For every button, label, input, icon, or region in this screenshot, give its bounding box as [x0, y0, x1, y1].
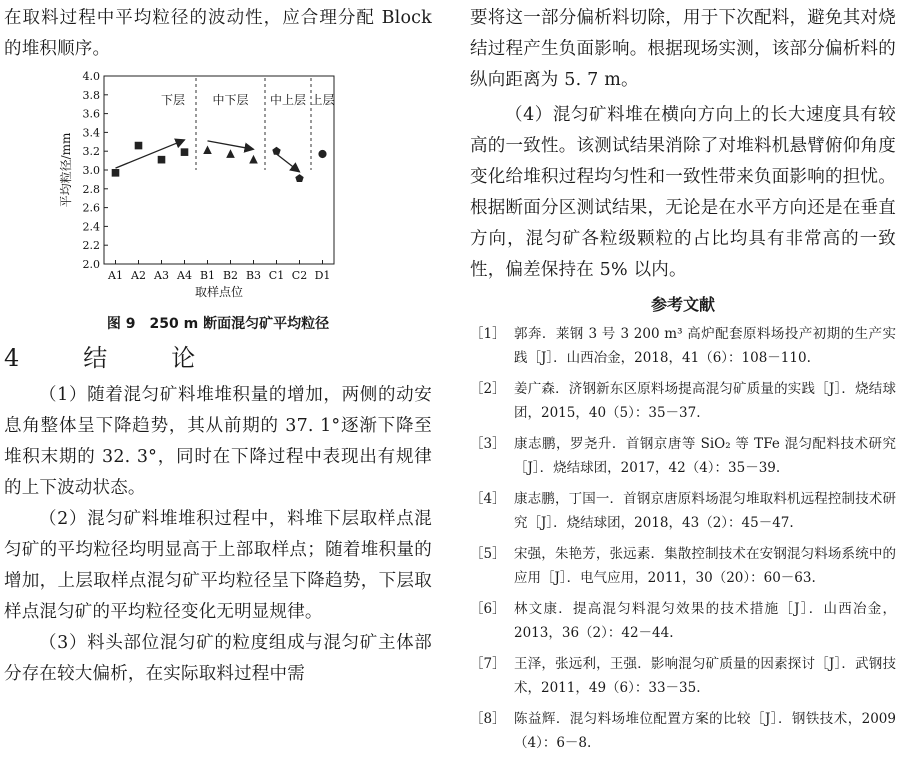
- reference-number: ［7］: [470, 656, 506, 672]
- x-tick-label: B2: [222, 269, 239, 282]
- references-title: 参考文献: [650, 295, 715, 314]
- reference-number: ［4］: [470, 491, 506, 507]
- reference-item: [470, 322, 896, 370]
- y-tick-label: 3.4: [82, 126, 100, 140]
- y-axis-label: 平均粒径/mm: [59, 132, 73, 208]
- reference-text: 陈益辉．混匀料场堆位配置方案的比较［J］．钢铁技术，2009（4）：6－8.: [514, 711, 896, 751]
- data-point-square: [181, 148, 189, 156]
- reference-text: 姜广森．济钢新东区原料场提高混匀矿质量的实践［J］．烧结球团，2015，40（5）：35－37.: [514, 381, 896, 421]
- x-tick-label: B3: [245, 269, 262, 282]
- section-heading-conclusion: 4 结 论: [4, 344, 216, 372]
- particle-size-chart: [54, 68, 354, 310]
- x-tick-label: C2: [291, 269, 308, 282]
- left-column: [4, 0, 432, 690]
- data-point-square: [158, 156, 166, 164]
- y-tick-label: 2.0: [82, 258, 100, 271]
- x-tick-label: A2: [131, 269, 146, 282]
- reference-item: [470, 377, 896, 425]
- group-label: 中上层: [269, 93, 307, 108]
- y-tick-label: 3.6: [82, 107, 100, 121]
- reference-item: [470, 652, 896, 700]
- reference-number: ［3］: [470, 436, 506, 452]
- reference-number: ［8］: [470, 711, 506, 727]
- reference-text: 林文康．提高混匀料混匀效果的技术措施［J］．山西冶金，2013，36（2）：42－44.: [514, 601, 896, 641]
- x-tick-label: B1: [199, 269, 216, 282]
- data-point-triangle: [203, 145, 212, 154]
- y-tick-label: 2.8: [82, 182, 100, 196]
- reference-item: [470, 597, 896, 645]
- data-point-pentagon: [295, 174, 303, 182]
- data-point-square: [135, 142, 143, 150]
- reference-item: [470, 432, 896, 480]
- group-label: 下层: [160, 93, 186, 108]
- reference-number: ［1］: [470, 326, 506, 342]
- conclusion-paragraph-3: （3）料头部位混匀矿的粒度组成与混匀矿主体部分存在较大偏析，在实际取料过程中需: [4, 633, 432, 684]
- trend-arrow: [208, 141, 254, 149]
- reference-item: [470, 487, 896, 535]
- reference-text: 郭奔．莱钢 3 号 3 200 m³ 高炉配套原料场投产初期的生产实践［J］．山西冶金，2018，41（6）：108－110.: [514, 326, 896, 366]
- conclusion-paragraph-1: （1）随着混匀矿料堆堆积量的增加，两侧的动安息角整体呈下降趋势，其从前期的 37. 1°逐渐下降至堆积末期的 32. 3°，同时在下降过程中表现出有规律的上下波动状态。: [4, 385, 432, 498]
- right-column: [470, 0, 896, 762]
- y-tick-label: 3.8: [82, 88, 100, 102]
- intro-paragraph: 在取料过程中平均粒径的波动性，应合理分配 Block 的堆积顺序。: [4, 8, 432, 59]
- x-tick-label: A4: [177, 269, 192, 282]
- y-tick-label: 4.0: [82, 70, 100, 83]
- figure-caption: 图 9 250 m 断面混匀矿平均粒径: [106, 316, 330, 332]
- figure-9: [4, 68, 432, 334]
- reference-number: ［2］: [470, 381, 506, 397]
- group-label: 中下层: [212, 93, 249, 108]
- reference-list: [470, 322, 896, 755]
- trend-arrow: [277, 154, 300, 172]
- data-point-circle: [318, 150, 326, 158]
- y-tick-label: 2.4: [82, 220, 100, 234]
- group-label: 上层: [310, 93, 335, 108]
- reference-text: 王泽，张远利，王强．影响混匀矿质量的因素探讨［J］．武钢技术，2011，49（6）：33－35.: [514, 656, 896, 696]
- reference-number: ［5］: [470, 546, 506, 562]
- reference-text: 宋强，朱艳芳，张远素．集散控制技术在安钢混匀料场系统中的应用［J］．电气应用，2011，30（20）：60－63.: [514, 546, 896, 586]
- data-point-triangle: [226, 149, 235, 158]
- reference-item: [470, 542, 896, 590]
- reference-text: 康志鹏，罗尧升．首钢京唐等 SiO₂ 等 TFe 混匀配料技术研究［J］．烧结球团，2017，42（4）：35－39.: [514, 436, 896, 476]
- reference-text: 康志鹏，丁国一．首钢京唐原料场混匀堆取料机远程控制技术研究［J］．烧结球团，2018，43（2）：45－47.: [514, 491, 896, 531]
- x-tick-label: A3: [154, 269, 169, 282]
- data-point-triangle: [249, 155, 258, 164]
- x-tick-label: D1: [314, 269, 331, 282]
- reference-item: [470, 707, 896, 755]
- x-axis-label: 取样点位: [194, 285, 244, 299]
- x-tick-label: A1: [108, 269, 123, 282]
- x-tick-label: C1: [268, 269, 285, 282]
- data-point-pentagon: [272, 147, 280, 155]
- y-tick-label: 2.6: [82, 201, 100, 215]
- y-tick-label: 2.2: [82, 239, 100, 253]
- paragraph-continued: 要将这一部分偏析料切除，用于下次配料，避免其对烧结过程产生负面影响。根据现场实测，该部分偏析料的纵向距离为 5. 7 m。: [470, 8, 896, 90]
- data-point-square: [112, 169, 120, 177]
- y-tick-label: 3.2: [82, 145, 100, 159]
- trend-arrow: [116, 140, 185, 168]
- conclusion-paragraph-4: （4）混匀矿料堆在横向方向上的长大速度具有较高的一致性。该测试结果消除了对堆料机悬臂俯仰角度变化给堆积过程均匀性和一致性带来负面影响的担忧。根据断面分区测试结果，无论是在水平方向还是在垂直方向，混匀矿各粒级颗粒的占比均具有非常高的一致性，偏差保持在 5% 以内。: [470, 105, 896, 280]
- reference-number: ［6］: [470, 601, 506, 617]
- conclusion-paragraph-2: （2）混匀矿料堆堆积过程中，料堆下层取样点混匀矿的平均粒径均明显高于上部取样点；随着堆积量的增加，上层取样点混匀矿平均粒径呈下降趋势，下层取样点混匀矿的平均粒径变化无明显规律。: [4, 509, 432, 622]
- y-tick-label: 3.0: [82, 164, 100, 177]
